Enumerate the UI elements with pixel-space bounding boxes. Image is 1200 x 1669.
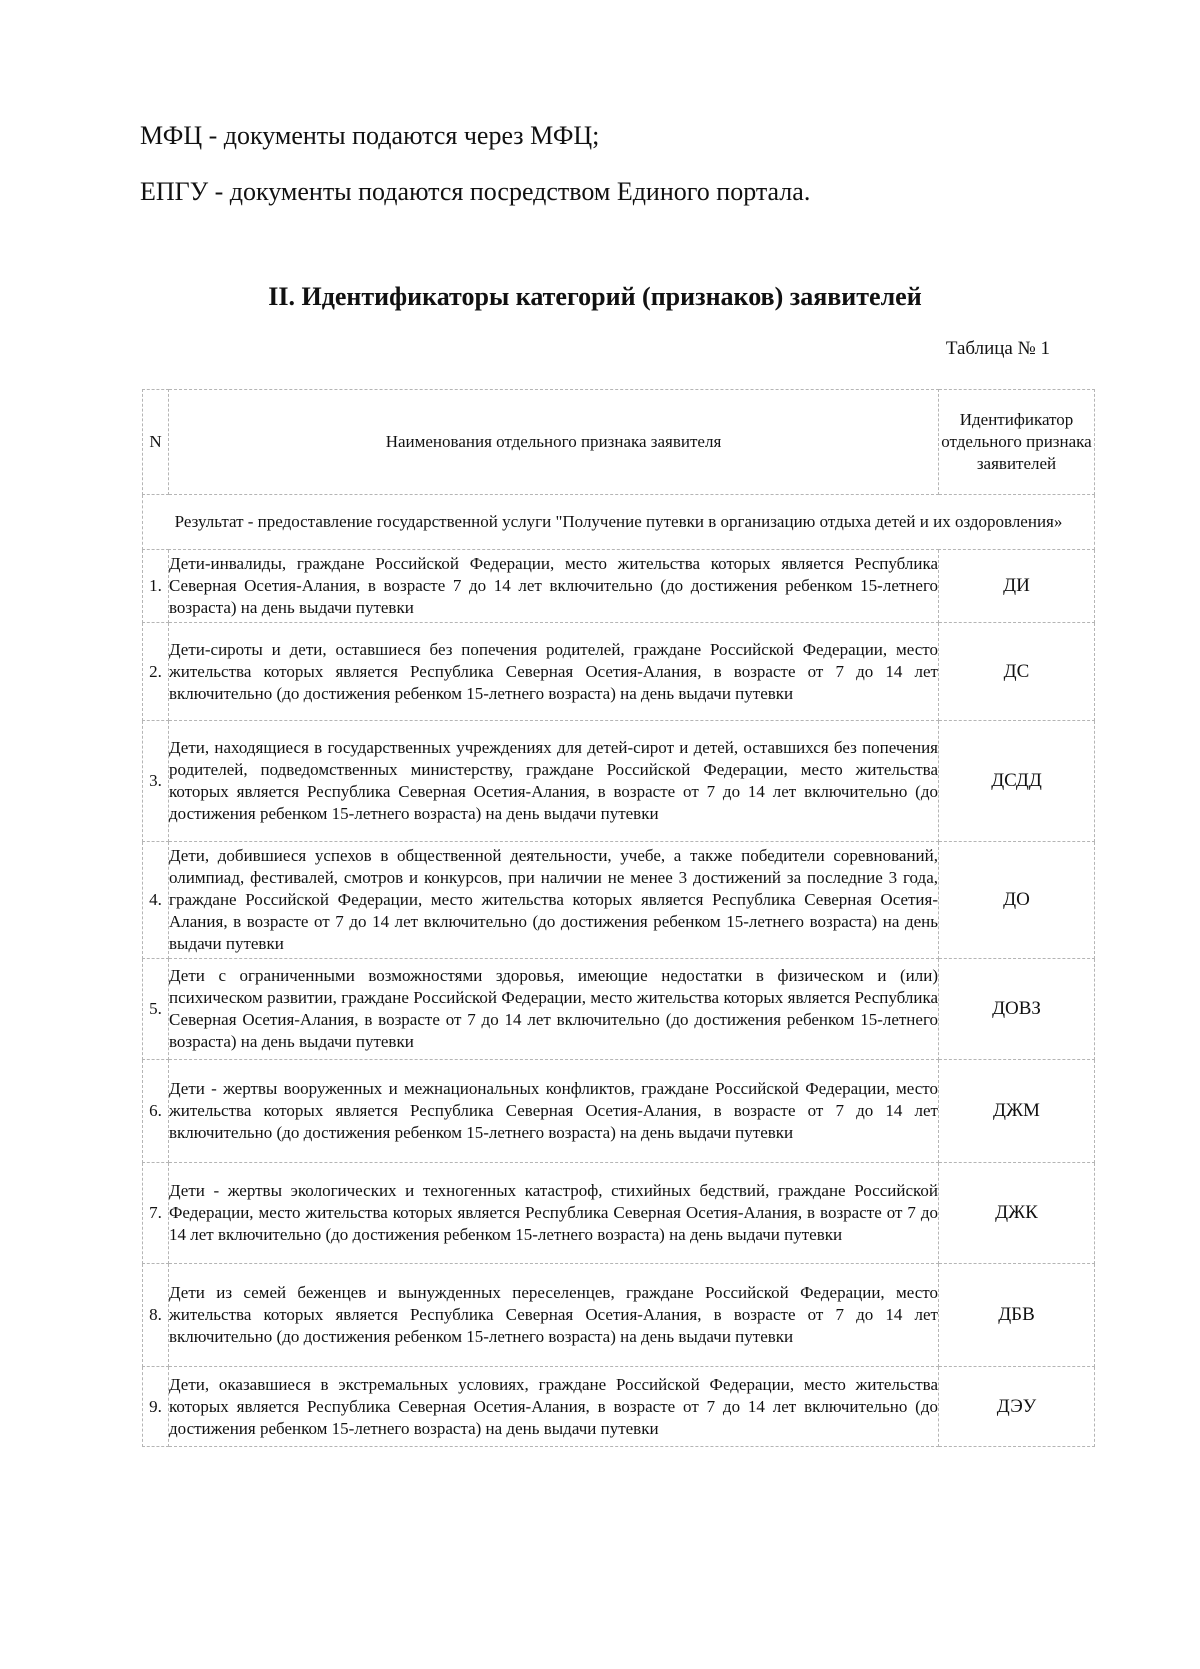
row-number: 6. (143, 1060, 169, 1163)
row-identifier: ДБВ (939, 1264, 1095, 1367)
row-identifier: ДЖМ (939, 1060, 1095, 1163)
header-identifier: Идентификатор отдельного признака заявителей (939, 390, 1095, 495)
row-number: 7. (143, 1163, 169, 1264)
row-identifier: ДОВЗ (939, 959, 1095, 1060)
row-description: Дети из семей беженцев и вынужденных переселенцев, граждане Российской Федерации, место жительства которых является Республика Северная Осетия-Алания, в возрасте от 7 до 14 лет включительно (до достижения ребенком 15-летнего возраста) на день выдачи путевки (169, 1264, 939, 1367)
intro-epgu-line: ЕПГУ - документы подаются посредством Единого портала. (140, 177, 811, 206)
table-row (143, 550, 1095, 623)
row-description: Дети, добившиеся успехов в общественной деятельности, учебе, а также победители соревнований, олимпиад, фестивалей, смотров и конкурсов, при наличии не менее 3 достижений за последние 3 года, граждане Российской Федерации, место жительства которых является Республика Северная Осетия-Алания, в возрасте от 7 до 14 лет включительно (до достижения ребенком 15-летнего возраста) на день выдачи путевки (169, 842, 939, 959)
row-description: Дети, находящиеся в государственных учреждениях для детей-сирот и детей, оставшихся без попечения родителей, подведомственных министерству, граждане Российской Федерации, место жительства которых является Республика Северная Осетия-Алания, в возрасте от 7 до 14 лет включительно (до достижения ребенком 15-летнего возраста) на день выдачи путевки (169, 721, 939, 842)
table-row (143, 623, 1095, 721)
row-description: Дети с ограниченными возможностями здоровья, имеющие недостатки в физическом и (или) психическом развитии, граждане Российской Федерации, место жительства которых является Республика Северная Осетия-Алания, в возрасте от 7 до 14 лет включительно (до достижения ребенком 15-летнего возраста) на день выдачи путевки (169, 959, 939, 1060)
result-row (143, 495, 1095, 550)
row-description: Дети-сироты и дети, оставшиеся без попечения родителей, граждане Российской Федерации, место жительства которых является Республика Северная Осетия-Алания, в возрасте от 7 до 14 лет включительно (до достижения ребенком 15-летнего возраста) на день выдачи путевки (169, 623, 939, 721)
row-identifier: ДО (939, 842, 1095, 959)
row-number: 3. (143, 721, 169, 842)
row-number: 5. (143, 959, 169, 1060)
table-row (143, 721, 1095, 842)
table-row (143, 1163, 1095, 1264)
table-caption: Таблица № 1 (945, 338, 1050, 359)
identifiers-table (142, 389, 1095, 1447)
row-number: 9. (143, 1367, 169, 1447)
row-description: Дети - жертвы экологических и техногенных катастроф, стихийных бедствий, граждане Российской Федерации, место жительства которых является Республика Северная Осетия-Алания, в возрасте от 7 до 14 лет включительно (до достижения ребенком 15-летнего возраста) на день выдачи путевки (169, 1163, 939, 1264)
row-description: Дети, оказавшиеся в экстремальных условиях, граждане Российской Федерации, место жительства которых является Республика Северная Осетия-Алания, в возрасте от 7 до 14 лет включительно (до достижения ребенком 15-летнего возраста) на день выдачи путевки (169, 1367, 939, 1447)
row-identifier: ДС (939, 623, 1095, 721)
row-number: 2. (143, 623, 169, 721)
row-number: 8. (143, 1264, 169, 1367)
row-number: 4. (143, 842, 169, 959)
table-row (143, 1060, 1095, 1163)
header-number: N (143, 390, 169, 495)
section-title: II. Идентификаторы категорий (признаков) заявителей (268, 282, 922, 311)
row-identifier: ДИ (939, 550, 1095, 623)
row-number: 1. (143, 550, 169, 623)
result-row-text: Результат - предоставление государственной услуги "Получение путевки в организацию отдыха детей и их оздоровления» (143, 495, 1095, 550)
intro-mfc-line: МФЦ - документы подаются через МФЦ; (140, 121, 600, 150)
row-identifier: ДСДД (939, 721, 1095, 842)
table-row (143, 959, 1095, 1060)
row-identifier: ДЖК (939, 1163, 1095, 1264)
row-description: Дети - жертвы вооруженных и межнациональных конфликтов, граждане Российской Федерации, место жительства которых является Республика Северная Осетия-Алания, в возрасте от 7 до 14 лет включительно (до достижения ребенком 15-летнего возраста) на день выдачи путевки (169, 1060, 939, 1163)
table-row (143, 1367, 1095, 1447)
row-identifier: ДЭУ (939, 1367, 1095, 1447)
table-row (143, 842, 1095, 959)
header-name: Наименования отдельного признака заявителя (169, 390, 939, 495)
table-header-row (143, 390, 1095, 495)
table-row (143, 1264, 1095, 1367)
row-description: Дети-инвалиды, граждане Российской Федерации, место жительства которых является Республика Северная Осетия-Алания, в возрасте 7 до 14 лет включительно (до достижения ребенком 15-летнего возраста) на день выдачи путевки (169, 550, 939, 623)
